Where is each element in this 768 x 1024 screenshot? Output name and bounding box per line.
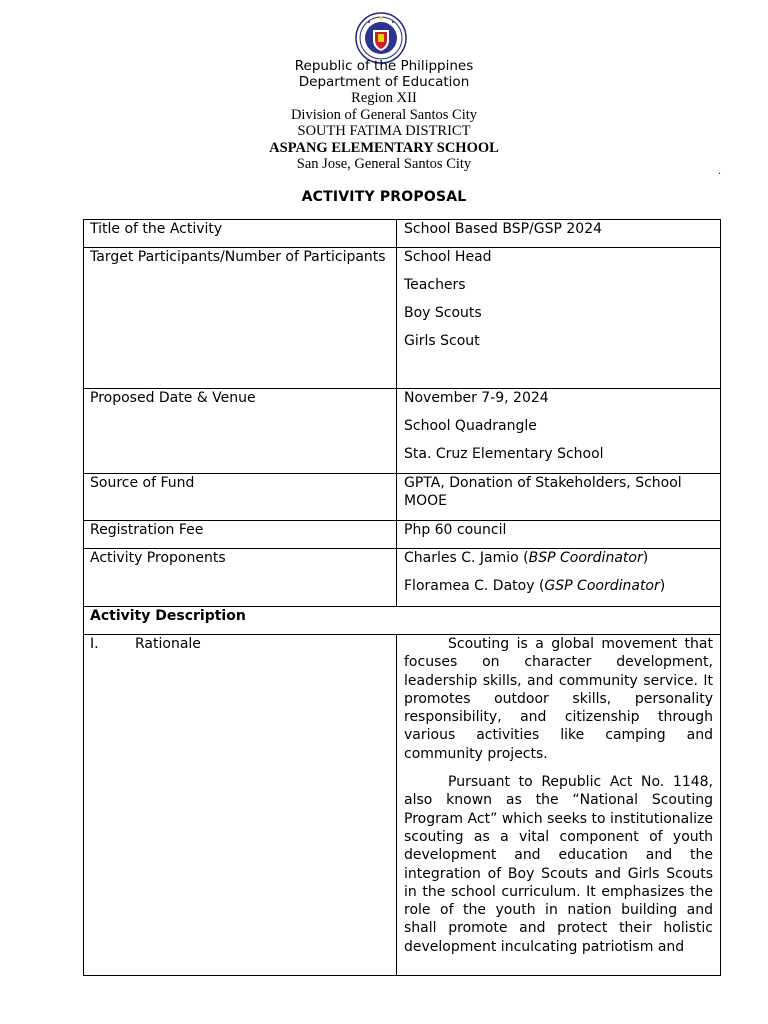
table-row — [84, 474, 721, 521]
label-proponents: Activity Proponents — [84, 549, 397, 607]
value-title-activity: School Based BSP/GSP 2024 — [397, 220, 721, 248]
label-date-venue: Proposed Date & Venue — [84, 389, 397, 474]
participant-item: Girls Scout — [404, 333, 480, 349]
value-registration-fee: Php 60 council — [397, 521, 721, 549]
proponent-name: Charles C. Jamio ( — [404, 550, 529, 566]
proponent-role: GSP Coordinator — [544, 578, 660, 594]
table-row — [84, 521, 721, 549]
letterhead-district: SOUTH FATIMA DISTRICT — [297, 123, 471, 139]
participant-item: School Head — [404, 249, 492, 265]
date-venue-item: Sta. Cruz Elementary School — [404, 446, 604, 462]
letterhead-region: Region XII — [351, 90, 417, 106]
label-title-activity: Title of the Activity — [84, 220, 397, 248]
date-venue-item: November 7-9, 2024 — [404, 390, 549, 406]
rationale-text — [397, 635, 721, 976]
proponent-gsp — [404, 577, 713, 595]
table-row — [84, 549, 721, 607]
proponent-paren: ) — [659, 578, 666, 594]
date-venue-item: School Quadrangle — [404, 418, 537, 434]
proponent-name: Floramea C. Datoy ( — [404, 578, 545, 594]
table-row — [84, 248, 721, 389]
value-date-venue — [397, 389, 721, 474]
letterhead-department: Department of Education — [298, 74, 470, 90]
rationale-label: Rationale — [135, 636, 201, 652]
rationale-paragraph-1: Scouting is a global movement that focuses on character development, leadership skills, and community service. It promotes outdoor skills, personality responsibility, and citizenship through various activities like camping and community projects. — [404, 636, 713, 762]
table-row — [84, 635, 721, 976]
label-participants: Target Participants/Number of Participants — [84, 248, 397, 389]
label-source-fund: Source of Fund — [84, 474, 397, 521]
value-participants — [397, 248, 721, 389]
activity-description-heading: Activity Description — [84, 607, 721, 635]
label-registration-fee: Registration Fee — [84, 521, 397, 549]
table-row — [84, 607, 721, 635]
proponent-role: BSP Coordinator — [528, 550, 643, 566]
proposal-table — [83, 219, 721, 976]
letterhead-division: Division of General Santos City — [290, 106, 478, 123]
proponent-paren: ) — [642, 550, 649, 566]
deped-seal-logo — [355, 12, 407, 64]
document-title: ACTIVITY PROPOSAL — [301, 189, 467, 205]
rationale-label-cell — [84, 635, 397, 976]
letterhead-republic: Republic of the Philippines — [294, 58, 474, 74]
rationale-paragraph-2: Pursuant to Republic Act No. 1148, also known as the “National Scouting Program Act” which seeks to institutionalize scouting as a vital component of youth development and education and the integration of Boy Scouts and Girls Scouts in the school curriculum. It emphasizes the role of the youth in nation building and shall promote and protect their holistic development inculcating patriotism and — [404, 774, 713, 955]
participant-item: Boy Scouts — [404, 305, 482, 321]
table-row — [84, 389, 721, 474]
rationale-number: I. — [90, 636, 99, 652]
letterhead-address: San Jose, General Santos City — [296, 156, 472, 172]
value-source-fund: GPTA, Donation of Stakeholders, School MOOE — [397, 474, 721, 521]
table-row — [84, 220, 721, 248]
proponent-bsp — [404, 549, 713, 567]
letterhead — [0, 58, 768, 173]
letterhead-school: ASPANG ELEMENTARY SCHOOL — [269, 139, 499, 156]
stray-mark: . — [718, 166, 722, 177]
participant-item: Teachers — [404, 277, 466, 293]
value-proponents — [397, 549, 721, 607]
